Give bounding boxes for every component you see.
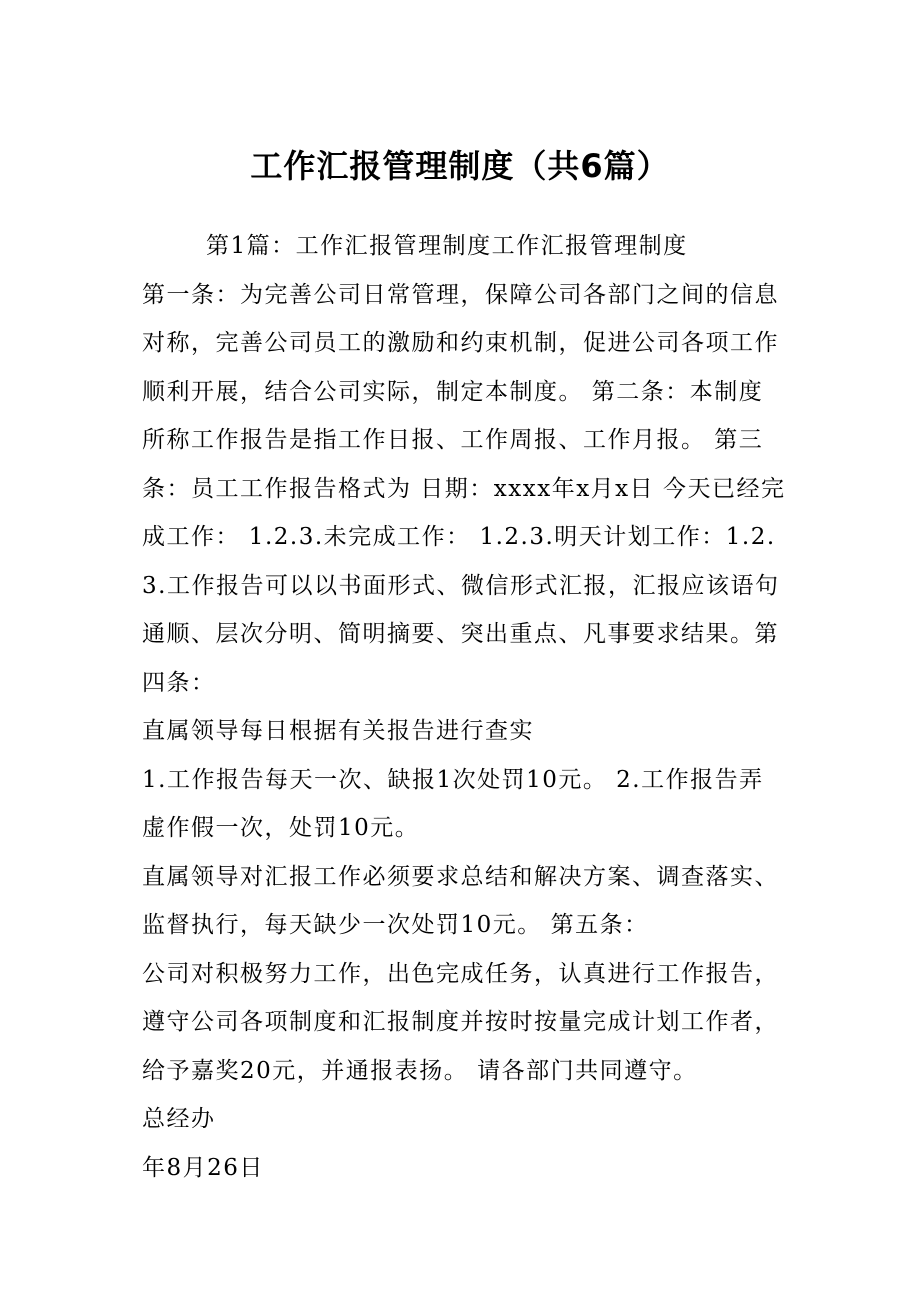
paragraph-articles-1-4: 第一条：为完善公司日常管理，保障公司各部门之间的信息对称，完善公司员工的激励和约束机制，促进公司各项工作顺利开展，结合公司实际，制定本制度。 第二条：本制度所称工作报告是指工作日报、工作周报、工作月报。 第三条：员工工作报告格式为 日期：xxxx年x月x日 今天已经完成工作： 1.2.3.未完成工作： 1.2.3.明天计划工作：1.2.3.工作报告可以以书面形式、微信形式汇报，汇报应该语句通顺、层次分明、简明摘要、突出重点、凡事要求结果。第四条： (142, 281, 786, 696)
paragraph-penalties: 1.工作报告每天一次、缺报1次处罚10元。 2.工作报告弄虚作假一次，处罚10元。 (142, 766, 764, 841)
issuer-office: 总经办 (142, 1106, 216, 1132)
document-title: 工作汇报管理制度（共6篇） (250, 147, 670, 185)
paragraph-supervisor-duty: 直属领导对汇报工作必须要求总结和解决方案、调查落实、监督执行，每天缺少一次处罚10元。 第五条： (142, 863, 779, 938)
document-subtitle: 第1篇：工作汇报管理制度工作汇报管理制度 (206, 233, 688, 259)
document-body (142, 222, 787, 1192)
issue-date: 年8月26日 (142, 1154, 264, 1181)
paragraph-supervisor-check: 直属领导每日根据有关报告进行查实 (142, 718, 534, 744)
paragraph-rewards: 公司对积极努力工作，出色完成任务，认真进行工作报告，遵守公司各项制度和汇报制度并按时按量完成计划工作者，给予嘉奖20元，并通报表扬。 请各部门共同遵守。 (142, 960, 779, 1084)
